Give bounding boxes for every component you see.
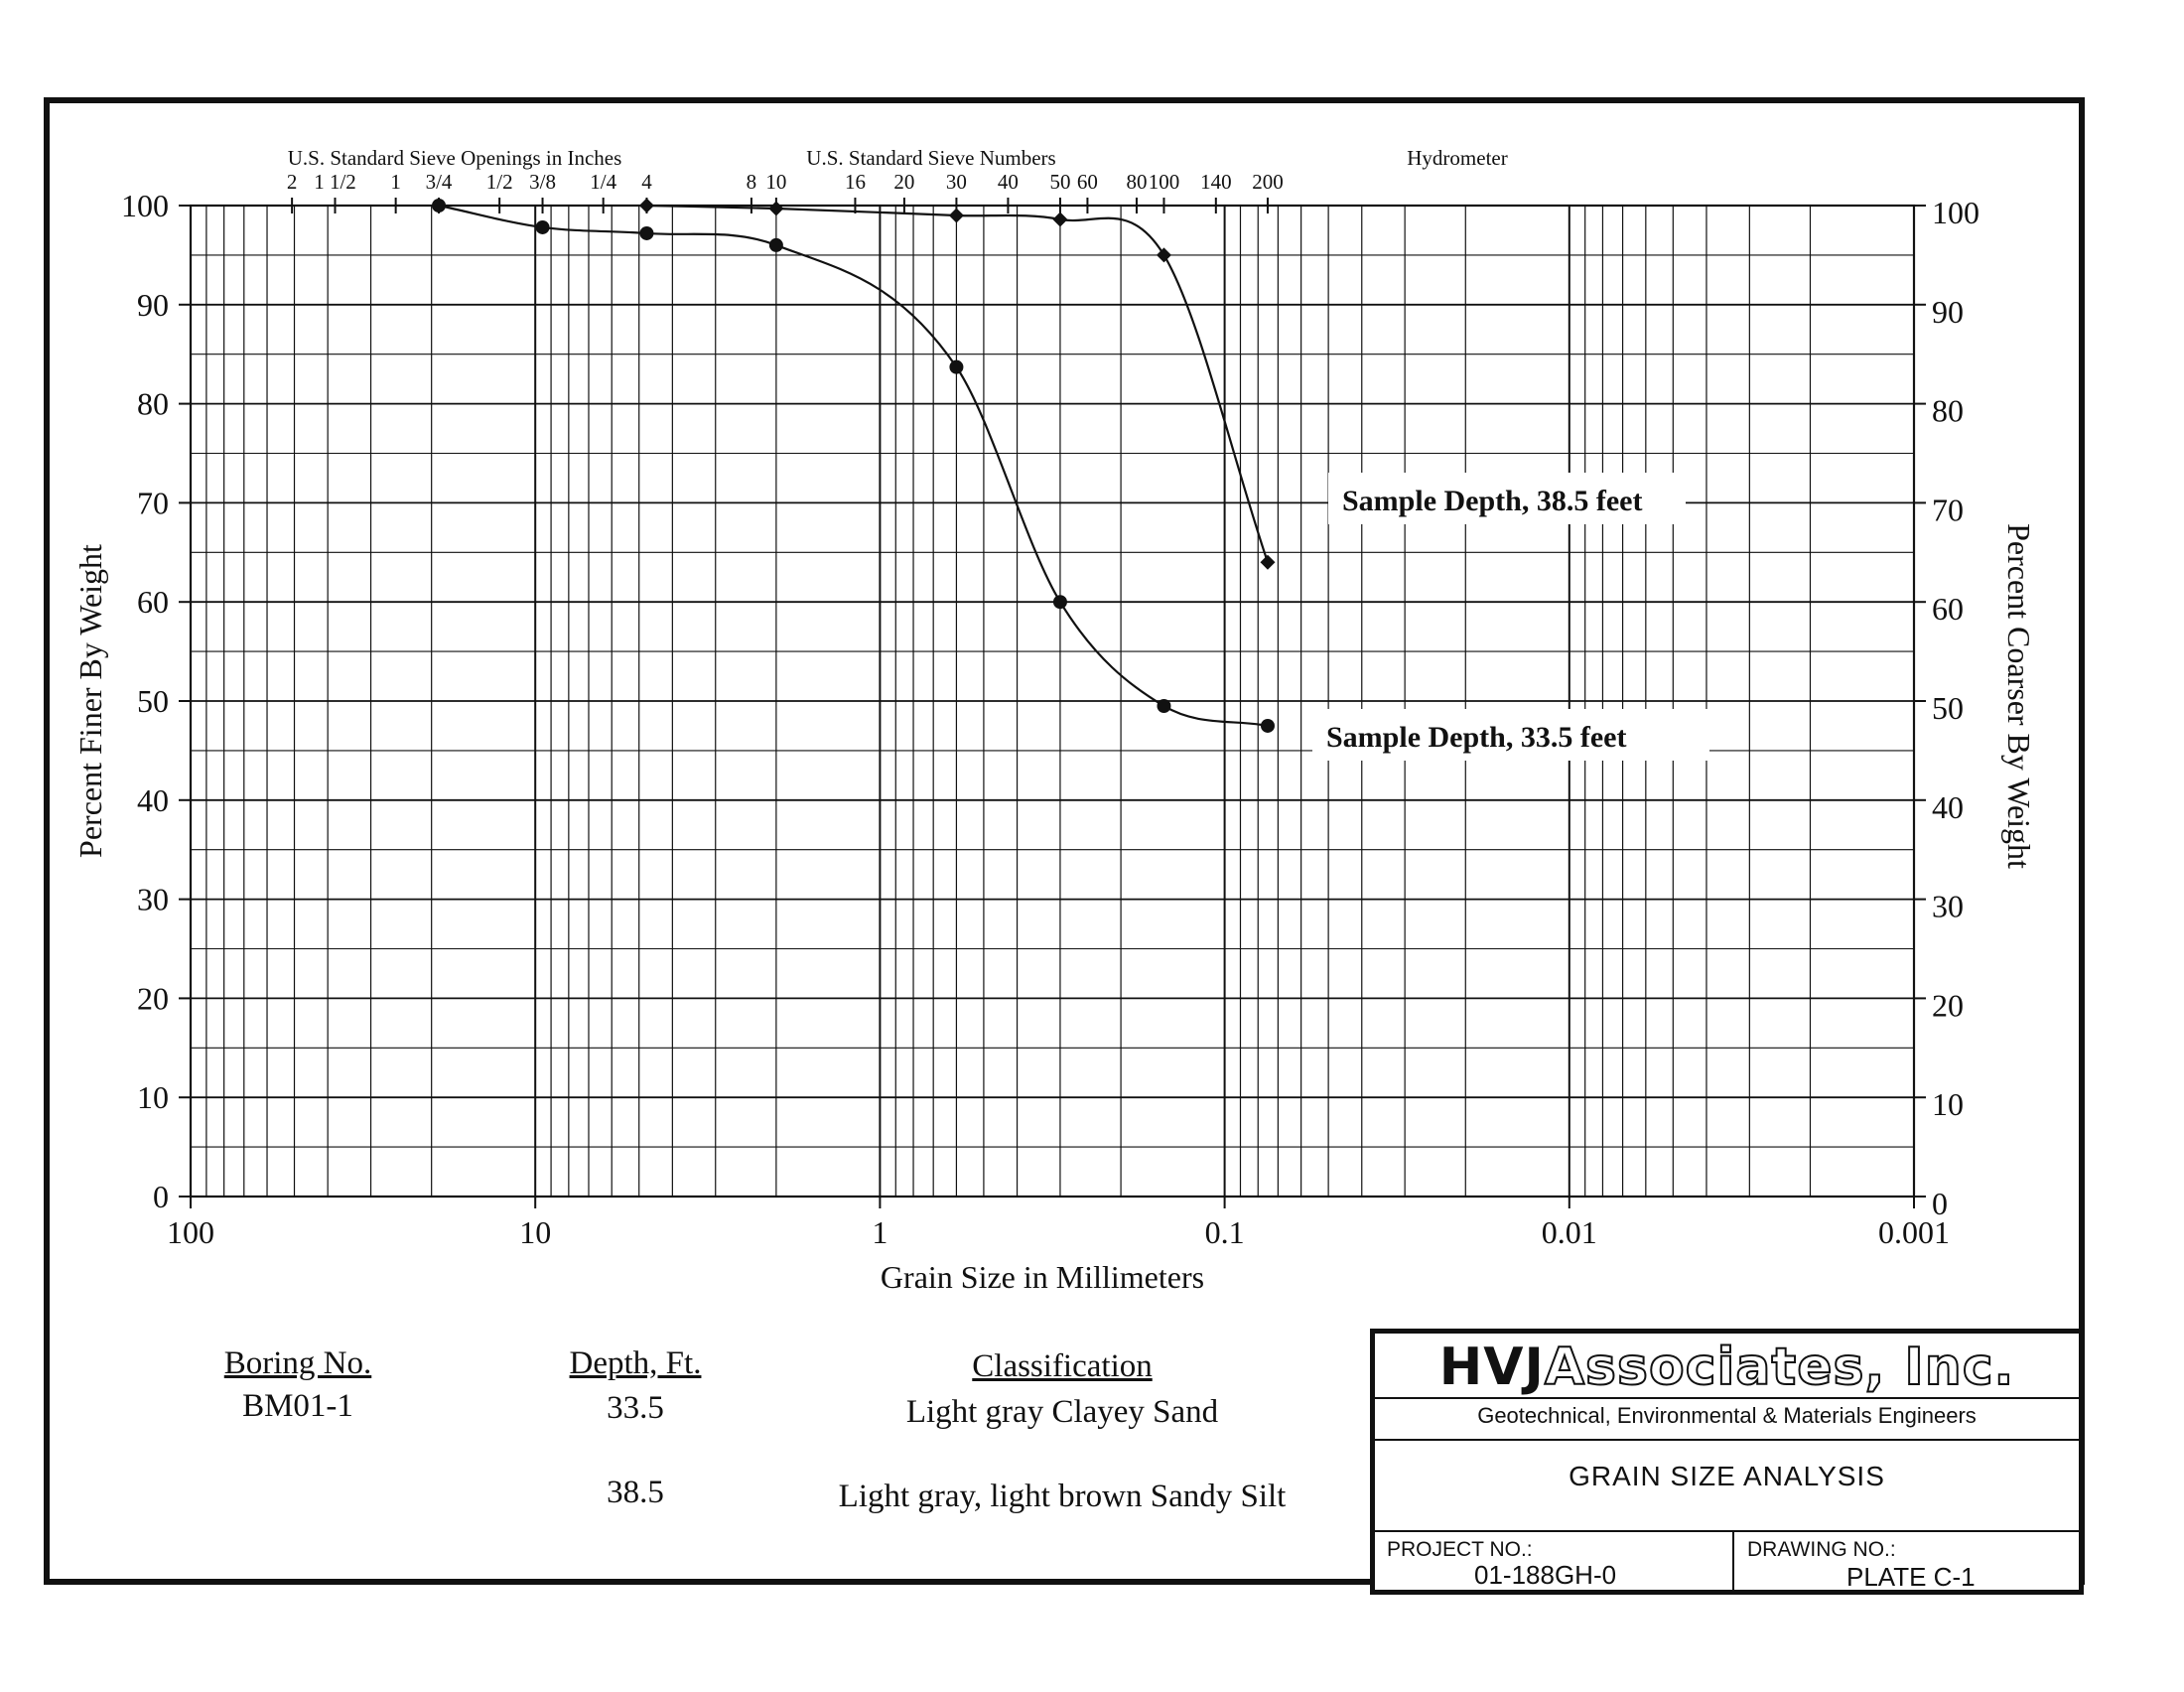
data-point bbox=[768, 201, 783, 215]
x-tick-label: 10 bbox=[519, 1214, 552, 1250]
y-axis-label: Percent Finer By Weight bbox=[72, 544, 108, 858]
y2-tick-label: 30 bbox=[1932, 888, 1964, 924]
sieve-label: 1 1/2 bbox=[314, 170, 356, 194]
drawing-no-label: DRAWING NO.: bbox=[1747, 1538, 1896, 1561]
legend-row-2-classification: Light gray, light brown Sandy Silt bbox=[838, 1479, 1287, 1514]
sieve-label: 60 bbox=[1076, 170, 1098, 194]
company-subtitle: Geotechnical, Environmental & Materials Engineers bbox=[1477, 1403, 1977, 1428]
data-point bbox=[639, 226, 653, 240]
sieve-label: 200 bbox=[1252, 170, 1284, 194]
sieve-label: 1 bbox=[390, 170, 401, 194]
y-tick-label: 100 bbox=[121, 188, 169, 223]
grid-lines bbox=[191, 206, 1914, 1197]
drawing-no-value: PLATE C-1 bbox=[1846, 1562, 1976, 1592]
y2-tick-label: 90 bbox=[1932, 293, 1964, 330]
data-point bbox=[536, 220, 550, 234]
y-tick-label: 90 bbox=[137, 286, 169, 323]
y2-tick-label: 100 bbox=[1932, 195, 1979, 230]
hydrometer-header: Hydrometer bbox=[1407, 146, 1508, 170]
data-point bbox=[769, 238, 783, 252]
sieve-label: 20 bbox=[893, 170, 915, 194]
sieve-label: 3/8 bbox=[529, 170, 556, 194]
company-logo: HVJAssociates, Inc. bbox=[1438, 1338, 2015, 1397]
drawing-title: GRAIN SIZE ANALYSIS bbox=[1569, 1461, 1885, 1491]
series-line bbox=[646, 206, 1268, 562]
data-point bbox=[432, 199, 446, 212]
sieve-label: 80 bbox=[1126, 170, 1148, 194]
annotation-38-5: Sample Depth, 38.5 feet bbox=[1342, 485, 1643, 517]
sieve-label: 140 bbox=[1200, 170, 1232, 194]
y-tick-label: 10 bbox=[137, 1079, 169, 1116]
series-2 bbox=[639, 199, 1276, 570]
sieve-label: 4 bbox=[641, 170, 652, 194]
y-tick-label: 20 bbox=[137, 980, 169, 1017]
y2-tick-label: 10 bbox=[1932, 1086, 1964, 1123]
annotation-33-5: Sample Depth, 33.5 feet bbox=[1326, 721, 1627, 754]
y2-tick-label: 70 bbox=[1932, 492, 1964, 528]
y-tick-label: 70 bbox=[137, 485, 169, 521]
data-point bbox=[1261, 719, 1275, 733]
x-tick-label: 0.001 bbox=[1878, 1214, 1950, 1250]
series-line bbox=[439, 206, 1268, 726]
sieve-label: 10 bbox=[765, 170, 787, 194]
y-tick-label: 40 bbox=[137, 781, 169, 818]
sieve-label: 100 bbox=[1148, 170, 1180, 194]
y2-tick-label: 50 bbox=[1932, 690, 1964, 726]
sieve-label: 1/4 bbox=[590, 170, 617, 194]
x-axis-label: Grain Size in Millimeters bbox=[880, 1259, 1205, 1295]
y2-tick-label: 20 bbox=[1932, 987, 1964, 1024]
x-tick-label: 100 bbox=[167, 1214, 214, 1250]
data-point bbox=[949, 208, 964, 222]
y2-tick-label: 60 bbox=[1932, 591, 1964, 628]
data-point bbox=[1053, 595, 1067, 609]
y-tick-label: 30 bbox=[137, 881, 169, 917]
boring-no-header: Boring No. bbox=[223, 1345, 372, 1381]
legend-row-1-depth: 33.5 bbox=[607, 1390, 664, 1426]
legend-row-1-classification: Light gray Clayey Sand bbox=[905, 1394, 1219, 1430]
sieve-label: 40 bbox=[997, 170, 1019, 194]
y-tick-label: 50 bbox=[137, 683, 169, 719]
sieve-label: 30 bbox=[945, 170, 967, 194]
data-point bbox=[1157, 247, 1171, 262]
legend-row-1-boring: BM01-1 bbox=[242, 1388, 353, 1424]
x-tick-label: 1 bbox=[872, 1214, 888, 1250]
sieve-label: 8 bbox=[746, 170, 757, 194]
depth-header: Depth, Ft. bbox=[569, 1345, 702, 1381]
sieve-numbers-header: U.S. Standard Sieve Numbers bbox=[806, 146, 1056, 170]
data-point bbox=[1157, 699, 1170, 713]
sieve-label: 2 bbox=[286, 170, 298, 194]
sieve-label: 16 bbox=[844, 170, 866, 194]
classification-header: Classification bbox=[972, 1348, 1153, 1384]
sieve-inches-header: U.S. Standard Sieve Openings in Inches bbox=[287, 146, 622, 170]
y-tick-label: 60 bbox=[137, 584, 169, 621]
y2-tick-label: 40 bbox=[1932, 788, 1964, 825]
title-block bbox=[1370, 1329, 2084, 1595]
sieve-label: 3/4 bbox=[425, 170, 453, 194]
sieve-label: 1/2 bbox=[485, 170, 513, 194]
data-point bbox=[1052, 212, 1067, 226]
data-point bbox=[1260, 555, 1275, 570]
project-no-label: PROJECT NO.: bbox=[1387, 1538, 1533, 1561]
data-point bbox=[639, 199, 654, 213]
x-tick-label: 0.1 bbox=[1204, 1214, 1245, 1250]
series-1 bbox=[432, 199, 1275, 733]
x-tick-label: 0.01 bbox=[1541, 1214, 1597, 1250]
y2-tick-label: 0 bbox=[1932, 1186, 1948, 1221]
y2-tick-label: 80 bbox=[1932, 392, 1964, 429]
project-no-value: 01-188GH-0 bbox=[1474, 1560, 1617, 1590]
legend-row-2-depth: 38.5 bbox=[607, 1475, 664, 1510]
y2-axis-label: Percent Coarser By Weight bbox=[2001, 523, 2037, 869]
data-point bbox=[949, 360, 963, 374]
y-tick-label: 0 bbox=[153, 1179, 169, 1214]
y-tick-label: 80 bbox=[137, 385, 169, 422]
sieve-label: 50 bbox=[1049, 170, 1071, 194]
